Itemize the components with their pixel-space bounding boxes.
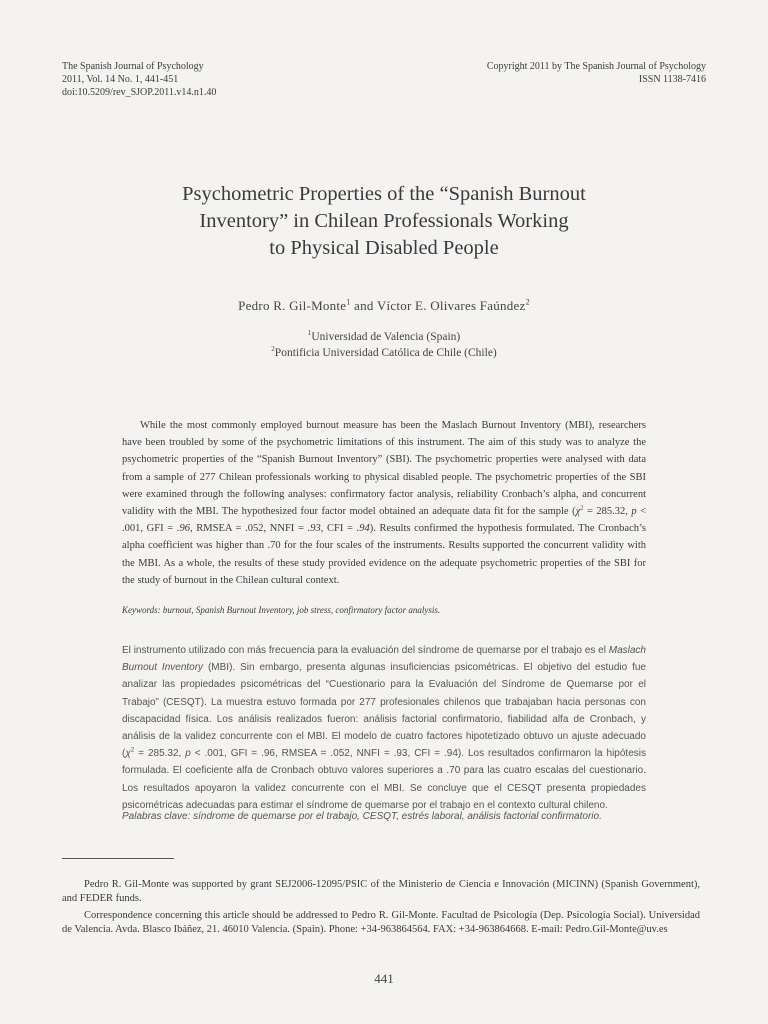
- abstract-en-text-5: , CFI =: [320, 523, 357, 535]
- author-affiliation-marker-1: 1: [346, 297, 351, 307]
- footnote-rule: [62, 858, 174, 859]
- abstract-es-text-2: (MBI). Sin embargo, presenta algunas insuficiencias psicométricas. El objetivo del estudio fue analizar las propiedades psicométricas del “Cuestionario para la Evaluación del Síndrome de Quemarse por el Trabajo” (CESQT). La muestra estuvo formada por 277 profesionales chilenos que trabajaban hacia personas con discapacidad física. Los análisis realizados fueron: análisis factorial confirmatorio, fiabilidad alfa de Cronbach, y análisis de la validez concurrente con el MBI. El modelo de cuatro factores hipotetizado obtuvo un ajuste adecuado (: [122, 662, 646, 760]
- author-name-1: Pedro R. Gil-Monte: [238, 298, 347, 313]
- abstract-es-chi-square-superscript: 2: [130, 746, 135, 754]
- author-list: [0, 298, 768, 314]
- journal-citation: [62, 60, 216, 99]
- title-line-2: Inventory” in Chilean Professionals Working: [199, 210, 569, 232]
- page-number: 441: [374, 971, 394, 986]
- footnote-correspondence: Correspondence concerning this article should be addressed to Pedro R. Gil-Monte. Facultad de Psicología (Dep. Psicología Social). Universidad de Valencia. Avda. Blasco Ibáñez, 21. 46010 Valencia. (Spain). Phone: +34-963864564. FAX: +34-963864668. E-mail: Pedro.Gil-Monte@uv.es: [62, 910, 700, 935]
- spanish-keywords: Palabras clave: síndrome de quemarse por el trabajo, CESQT, estrés laboral, análisis factorial confirmatorio.: [122, 811, 602, 822]
- abstract-en-text-2: = 285.32,: [583, 506, 632, 518]
- abstract-es-italic-title: Maslach Burnout Inventory: [122, 645, 646, 674]
- cfi-value: .94: [356, 523, 370, 535]
- chi-square-superscript: 2: [580, 504, 584, 512]
- title-line-1: Psychometric Properties of the “Spanish Burnout: [182, 183, 586, 205]
- abstract-en-text-6: ). Results confirmed the hypothesis formulated. The Cronbach’s alpha coefficient was higher than .70 for the four scales of the instruments. Results supported the concurrent validity with the MBI. As a whole, the results of these study provided evidence on the adequate psychometric properties of the SBI for the study of burnout in the Chilean cultural context.: [122, 523, 647, 586]
- abstract-es-p-symbol: p: [185, 748, 191, 760]
- nnfi-value: .93: [307, 523, 321, 535]
- abstract-es-text-3: = 285.32,: [134, 748, 186, 760]
- abstract-es-text-1: El instrumento utilizado con más frecuencia para la evaluación del síndrome de quemarse por el trabajo es el: [122, 645, 609, 656]
- affiliation-2: [0, 345, 768, 361]
- journal-header: [62, 60, 706, 100]
- abstract-en-text-1: While the most commonly employed burnout measure has been the Maslach Burnout Inventory (MBI), researchers have been troubled by some of the psychometric limitations of this instrument. The aim of this study was to analyze the psychometric properties of the “Spanish Burnout Inventory” (SBI). The psychometric properties were analysed with data from a sample of 277 Chilean professionals working to physical disabled people. The psychometric properties of the SBI were examined through the following analyses: confirmatory factor analysis, reliability Cronbach’s alpha, and concurrent validity with the MBI. The hypothesized four factor model obtained an adequate data fit for the sample (: [122, 420, 646, 518]
- abstract-en-text-4: , RMSEA = .052, NNFI =: [189, 523, 308, 535]
- affiliation-marker-1: 1: [307, 329, 312, 338]
- issn-line: ISSN 1138-7416: [638, 74, 706, 85]
- author-conjunction: and: [350, 298, 377, 313]
- abstract-en-text-3: < .001, GFI =: [122, 506, 647, 535]
- abstract-es-chi-square-symbol: χ: [125, 748, 131, 760]
- title-line-3: to Physical Disabled People: [269, 237, 499, 259]
- affiliations: [0, 329, 768, 361]
- affiliation-marker-2: 2: [271, 345, 275, 354]
- abstract-es-text-4: < .001, GFI = .96, RMSEA = .052, NNFI = .93, CFI = .94). Los resultados confirmaron la hipótesis formulada. El coeficiente alfa de Cronbach obtuvo valores superiores a .70 para las cuatro escalas del cuestionario. Los resultados apoyaron la validez concurrente con el MBI. Se concluye que el CESQT presenta propiedades psicométricas adecuadas para estimar el síndrome de quemarse por el trabajo en el contexto cultural chileno.: [122, 748, 646, 811]
- english-abstract: [122, 417, 646, 589]
- affiliation-text-2: Pontificia Universidad Católica de Chile (Chile): [274, 347, 497, 359]
- journal-volume: 2011, Vol. 14 No. 1, 441-451: [62, 74, 179, 85]
- chi-square-symbol: χ: [575, 506, 581, 518]
- spanish-abstract: [122, 642, 646, 814]
- journal-name: The Spanish Journal of Psychology: [62, 61, 204, 72]
- paper-title: [100, 181, 668, 262]
- affiliation-1: [0, 329, 768, 345]
- copyright-line: Copyright 2011 by The Spanish Journal of Psychology: [486, 61, 706, 72]
- affiliation-text-1: Universidad de Valencia (Spain): [311, 331, 461, 343]
- footnote-funding: Pedro R. Gil-Monte was supported by grant SEJ2006-12095/PSIC of the Ministerio de Ciencia e Innovación (MICINN) (Spanish Government), and FEDER funds.: [62, 879, 700, 904]
- p-symbol: p: [631, 506, 637, 518]
- author-affiliation-marker-2: 2: [525, 297, 530, 307]
- gfi-value: .96: [176, 523, 190, 535]
- author-name-2: Víctor E. Olivares Faúndez: [376, 298, 526, 313]
- copyright-block: [487, 60, 706, 86]
- doi-link[interactable]: doi:10.5209/rev_SJOP.2011.v14.n1.40: [62, 87, 217, 98]
- english-keywords: Keywords: burnout, Spanish Burnout Inventory, job stress, confirmatory factor analysis.: [122, 605, 441, 615]
